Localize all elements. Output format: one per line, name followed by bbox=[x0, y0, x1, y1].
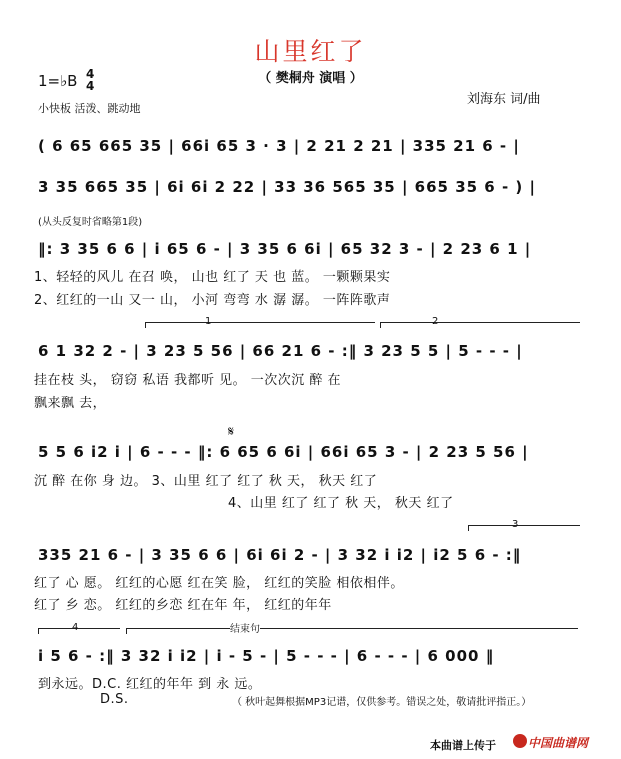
score-line-4: 6 1 32 2 - | 3 23 5 56 | 66 21 6 - :‖ 3 23 5 5 | 5 - - - | bbox=[38, 342, 523, 360]
ending-tick bbox=[126, 628, 127, 634]
volta-4-tick bbox=[38, 628, 39, 634]
lyric-verse1-b: 挂在枝 头， 窃窃 私语 我都听 见。 一次次沉 醉 在 bbox=[34, 373, 342, 388]
repeat-note: (从头反复时省略第1段) bbox=[38, 217, 143, 228]
lyric-verse4-a: 4、山里 红了 红了 秋 天， 秋天 红了 bbox=[228, 496, 454, 511]
volta-3-label: 3 bbox=[512, 519, 519, 530]
score-line-5: 5 5 6 i2 i | 6 - - - ‖: 6 65 6 6i | 66i 65 3 - | 2 23 5 56 | bbox=[38, 443, 529, 461]
segno-sign: 𝄋 bbox=[228, 424, 235, 440]
lyric-verse4-b: 红了 乡 恋。 红红的乡恋 红在年 年， 红红的年年 bbox=[34, 598, 332, 613]
volta-1-tick bbox=[145, 322, 146, 328]
meter-bottom: 4 bbox=[86, 79, 95, 93]
volta-3-tick bbox=[468, 525, 469, 531]
score-line-1: ( 6 65 665 35 | 66i 65 3 · 3 | 2 21 2 21 | 335 21 6 - | bbox=[38, 137, 520, 155]
volta-1-bracket bbox=[145, 322, 375, 323]
lyric-verse3-a: 沉 醉 在你 身 边。 3、山里 红了 红了 秋 天， 秋天 红了 bbox=[34, 474, 378, 489]
lyric-verse2-a: 2、红红的一山 又一 山， 小河 弯弯 水 潺 潺。 一阵阵歌声 bbox=[34, 293, 391, 308]
score-line-3: ‖: 3 35 6 6 | i 65 6 - | 3 35 6 6i | 65 32 3 - | 2 23 6 1 | bbox=[38, 240, 532, 258]
upload-label: 本曲谱上传于 bbox=[430, 739, 496, 752]
tempo-marking: 小快板 活泼、跳动地 bbox=[38, 102, 141, 115]
volta-4-bracket bbox=[38, 628, 120, 629]
composer-credit: 刘海东 词/曲 bbox=[467, 92, 541, 107]
lyric-verse1-a: 1、轻轻的风儿 在召 唤， 山也 红了 天 也 蓝。 一颗颗果实 bbox=[34, 270, 391, 285]
transcriber-note: （ 秋叶起舞根据MP3记谱，仅供参考。错误之处，敬请批评指正。） bbox=[232, 697, 532, 708]
lyric-verse2-b: 飘来飘 去， bbox=[34, 396, 107, 411]
volta-3-bracket bbox=[468, 525, 580, 526]
volta-2-bracket bbox=[380, 322, 580, 323]
volta-1-label: 1 bbox=[205, 316, 212, 327]
volta-2-tick bbox=[380, 322, 381, 328]
lyric-final: 到永远。D.C. 红红的年年 到 永 远。 bbox=[38, 677, 262, 692]
meter-top: 4 bbox=[86, 67, 95, 81]
score-line-6: 335 21 6 - | 3 35 6 6 | 6i 6i 2 - | 3 32 i i2 | i2 5 6 - :‖ bbox=[38, 546, 522, 564]
singer-credit: （ 樊桐舟 演唱 ） bbox=[258, 71, 363, 86]
ds-marking: D.S. bbox=[100, 692, 129, 707]
site-logo-icon bbox=[513, 734, 527, 748]
score-line-7: i 5 6 - :‖ 3 32 i i2 | i - 5 - | 5 - - - | 6 - - - | 6 000 ‖ bbox=[38, 647, 495, 665]
song-title: 山里红了 bbox=[254, 37, 367, 66]
site-name: 中国曲谱网 bbox=[528, 736, 589, 750]
volta-2-label: 2 bbox=[432, 316, 439, 327]
ending-bracket bbox=[126, 628, 578, 629]
ending-label: 结束句 bbox=[230, 620, 260, 635]
key-signature: 1=♭B bbox=[38, 72, 78, 90]
lyric-verse3-b: 红了 心 愿。 红红的心愿 红在笑 脸， 红红的笑脸 相依相伴。 bbox=[34, 576, 404, 591]
score-line-2: 3 35 665 35 | 6i 6i 2 22 | 33 36 565 35 | 665 35 6 - ) | bbox=[38, 178, 536, 196]
time-signature bbox=[86, 68, 94, 92]
volta-4-label: 4 bbox=[72, 622, 79, 633]
